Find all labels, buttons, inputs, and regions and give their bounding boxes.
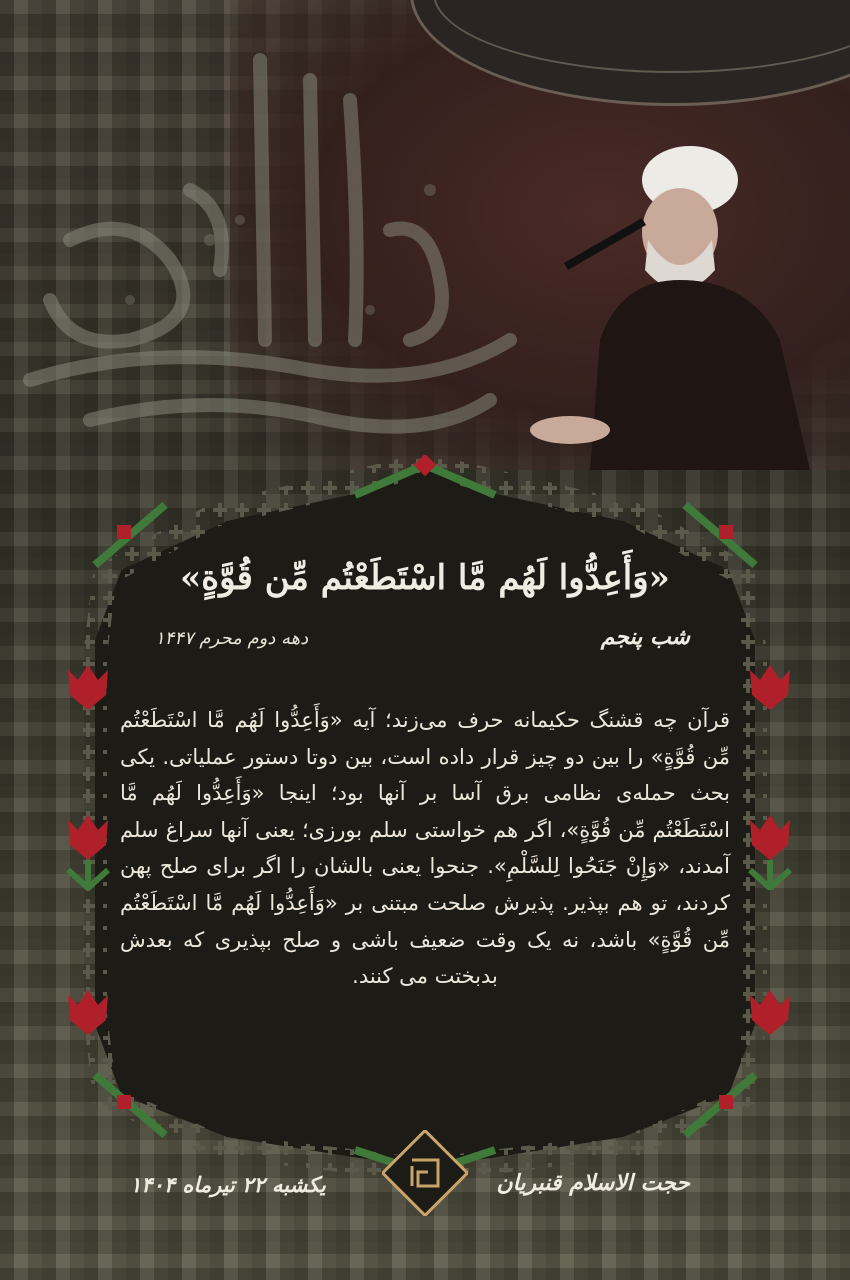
event-date: یکشبه ۲۲ تیرماه ۱۴۰۴ bbox=[130, 1172, 326, 1197]
kufic-emblem bbox=[382, 1130, 468, 1216]
tulip-ornament-left-1 bbox=[58, 660, 118, 720]
verse-headline: «وَأَعِدُّوا لَهُم مَّا اسْتَطَعْتُم مِّن قُوَّةٍ» bbox=[180, 558, 670, 598]
speaker-name: حجت الاسلام قنبریان bbox=[496, 1170, 690, 1196]
decade-label: دهه دوم محرم ۱۴۴۷ bbox=[155, 628, 309, 649]
background-calligraphy bbox=[10, 40, 530, 480]
tulip-ornament-left-3 bbox=[58, 985, 118, 1045]
night-label: شب پنجم bbox=[600, 624, 690, 650]
tulip-ornament-left-2 bbox=[58, 810, 118, 890]
tulip-ornament-right-1 bbox=[740, 660, 800, 720]
tulip-ornament-right-3 bbox=[740, 985, 800, 1045]
tulip-ornament-right-2 bbox=[740, 810, 800, 890]
body-paragraph: قرآن چه قشنگ حکیمانه حرف می‌زند؛ آیه «وَأَعِدُّوا لَهُم مَّا اسْتَطَعْتُم مِّن قُوَّةٍ» را بین دو چیز قرار داده است، بین دوتا دستور عملیاتی. یکی بحث حمله‌ی نظامی برق آسا بر آنها بود؛ اینجا «وَأَعِدُّوا لَهُم مَّا اسْتَطَعْتُم مِّن قُوَّةٍ»، اگر هم خواستی سلم بورزی؛ یعنی آنها سراغ سلم آمدند، «وَإِنْ جَنَحُوا لِلسَّلْمِ». جنحوا یعنی بالشان را اگر برای صلح پهن کردند، تو هم بپذیر. پذیرش صلحت مبتنی بر «وَأَعِدُّوا لَهُم مَّا اسْتَطَعْتُم مِّن قُوَّةٍ» باشد، نه یک وقت ضعیف باشی و صلح بپذیری که بعدش بدبختت می کنند. bbox=[120, 708, 730, 989]
speaker-photo bbox=[530, 140, 830, 470]
